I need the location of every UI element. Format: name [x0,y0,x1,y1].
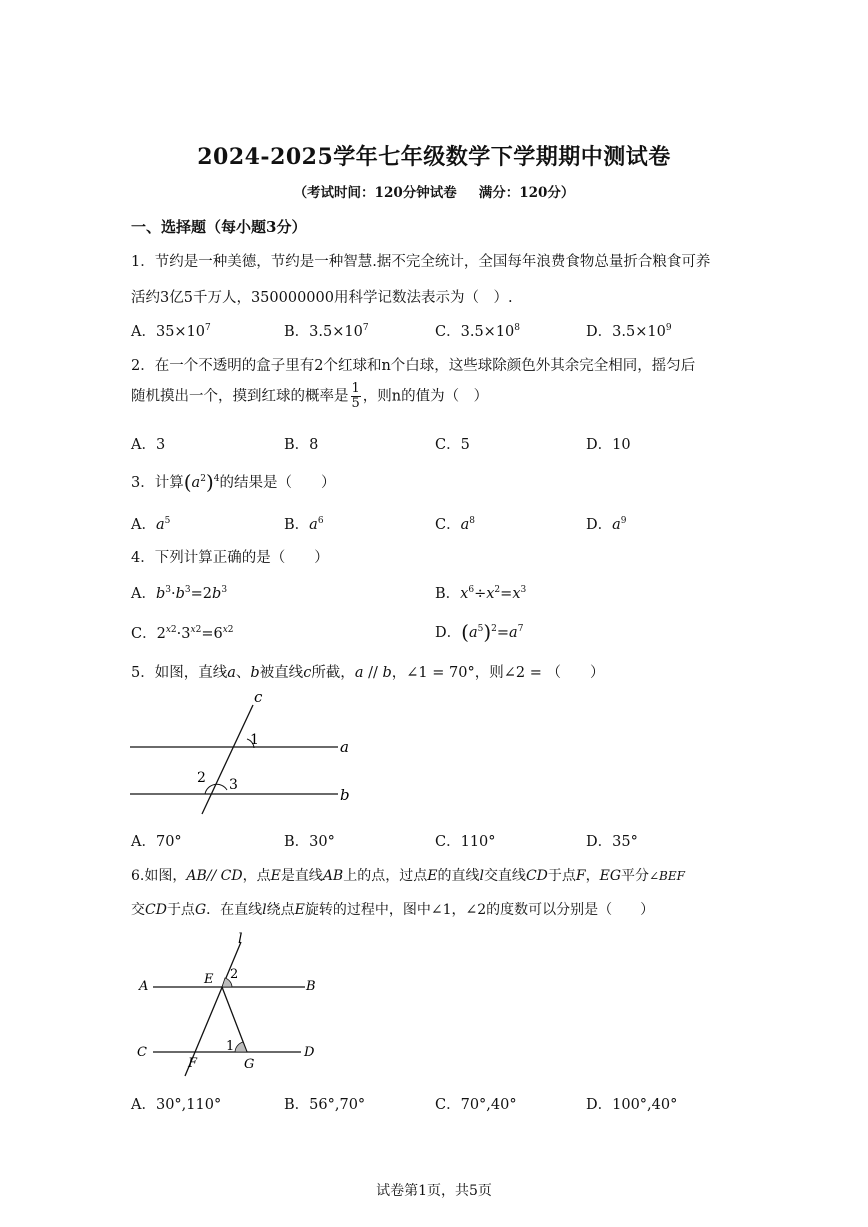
q6-label-l: l [238,931,243,947]
q1-option-b: B．$3.5\times 10^7$ [284,323,369,340]
q5-label-c: c [254,690,263,706]
q3-option-d: D．$a^9$ [586,516,627,533]
page-footer: 试卷第1页，共5页 [376,1183,492,1199]
q5-angle1-label: 1 [250,732,259,748]
q4-option-c: C．$2^{x2}\cdot 3^{x2}=6^{x2}$ [131,625,234,642]
q6-angle2-label: 2 [230,967,239,982]
q5-angle2-arc [205,784,227,794]
q5-option-c: C．110° [435,834,496,850]
q4-option-a: A．$b^3\cdot b^3=2b^3$ [131,585,228,602]
q6-angle1-mark [235,1042,247,1052]
q6-figure [128,928,328,1078]
q1-stem-line2: 活约3亿5千万人，350000000用科学记数法表示为（ ）. [131,290,513,306]
q2-option-d: D．10 [586,437,631,453]
q5-option-b: B．30° [284,834,335,850]
q5-label-a: a [340,738,349,756]
q3-stem: 3．计算$(a^2)^4$的结果是（ ） [131,470,336,494]
q5-stem: 5．如图，直线a、b被直线c所截，a // b，∠1 = 70°，则∠2 = （ ） [131,665,605,681]
q4-option-b: B．$x^6\div x^2=x^3$ [435,585,527,602]
q5-line-c [202,705,253,814]
q6-option-c: C．70°,40° [435,1097,517,1113]
q2-option-b: B．8 [284,437,319,453]
q2-option-c: C．5 [435,437,470,453]
q1-option-c: C．$3.5\times 10^8$ [435,323,521,340]
q3-option-b: B．$a^6$ [284,516,324,533]
q2-option-a: A．3 [131,437,166,453]
q3-option-a: A．$a^5$ [131,516,171,533]
q6-label-a: A [139,979,149,994]
q5-angle3-label: 3 [229,777,238,793]
q3-option-c: C．$a^8$ [435,516,475,533]
q2-fraction: $\frac{1}{5}$ [351,381,360,411]
q1-option-a: A．$35\times 10^7$ [131,323,211,340]
q5-option-a: A．70° [131,834,182,850]
q4-stem: 4．下列计算正确的是（ ） [131,550,329,566]
q6-option-a: A．30°,110° [131,1097,222,1113]
q6-label-g: G [244,1057,255,1072]
q2-stem-line2: 随机摸出一个，摸到红球的概率是 $\frac{1}{5}$ ，则n的值为（ ） [131,381,489,411]
q5-option-d: D．35° [586,834,638,850]
q6-label-d: D [304,1045,315,1060]
exam-subtitle [0,181,868,201]
q6-stem-line1: 6.如图，AB// CD，点E是直线AB上的点，过点E的直线l交直线CD于点F，EG平分∠BEF [131,868,685,884]
exam-title: 2024-2025学年七年级数学下学期期中测试卷 [197,144,671,170]
exam-time: （考试时间：120分钟试卷 [293,185,457,201]
q5-label-b: b [340,786,350,804]
q6-label-b: B [306,979,316,994]
q2-stem-line1: 2．在一个不透明的盒子里有2个红球和n个白球，这些球除颜色外其余完全相同，摇匀后 [131,358,696,374]
q5-angle2-label: 2 [197,770,206,786]
q1-option-d: D．$3.5\times 10^9$ [586,323,672,340]
q6-stem-line2: 交CD于点G．在直线l绕点E旋转的过程中，图中∠1，∠2的度数可以分别是（ ） [131,902,655,918]
q6-label-f: F [188,1056,198,1071]
exam-full-score: 满分：120分） [478,185,575,201]
q5-figure [120,690,370,820]
section-heading-choice: 一、选择题（每小题3分） [131,218,307,236]
q6-label-c: C [137,1045,147,1060]
q6-option-d: D．100°,40° [586,1097,678,1113]
q6-option-b: B．56°,70° [284,1097,366,1113]
q1-stem-line1: 1．节约是一种美德，节约是一种智慧.据不完全统计，全国每年浪费食物总量折合粮食可养 [131,254,711,270]
q4-option-d: D．$(a^5)^2=a^7$ [435,620,524,644]
q6-label-e: E [204,972,214,987]
q6-angle1-label: 1 [226,1039,235,1054]
